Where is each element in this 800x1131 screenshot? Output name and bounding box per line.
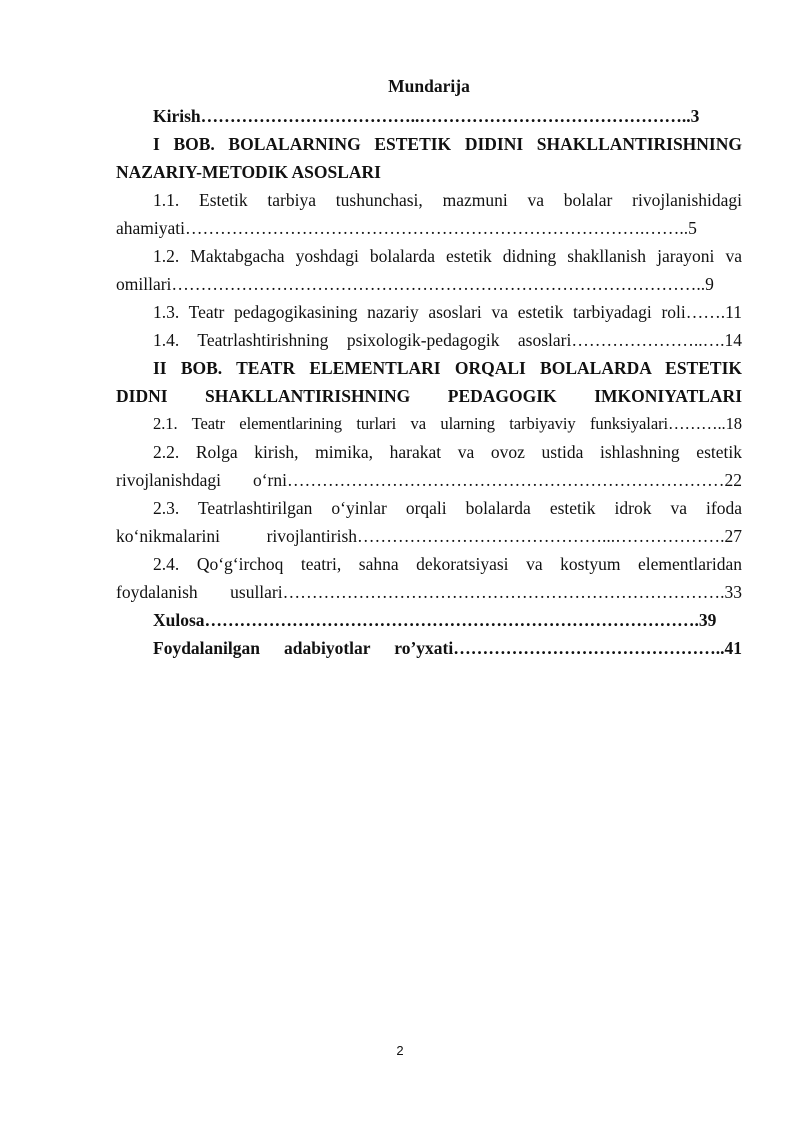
toc-entry-2-2: [116, 438, 742, 494]
toc-entry-2-4: [116, 550, 742, 606]
toc-chapter-1-line1: I BOB. BOLALARNING ESTETIK DIDINI SHAKLLANTIRISHNING: [153, 134, 742, 154]
toc-entry-xulosa: Xulosa………………………………………………………………………….39: [153, 610, 717, 630]
toc-chapter-1: [116, 130, 742, 186]
toc-chapter-2: [116, 354, 742, 410]
toc-entry-1-1-line2: ahamiyati…………………………………………………………………….……..5: [116, 218, 697, 238]
toc-entry-2-2-line2: rivojlanishdagi o‘rni…………………………………………………………………22: [116, 470, 742, 490]
toc-entry-2-3: [116, 494, 742, 550]
toc-chapter-1-line2: NAZARIY-METODIK ASOSLARI: [116, 162, 381, 182]
toc-entry-1-2: [116, 242, 742, 298]
toc-entry-1-1: [116, 186, 742, 242]
page-number: 2: [396, 1043, 404, 1058]
toc-entry-2-1: 2.1. Teatr elementlarining turlari va ularning tarbiyaviy funksiyalari………..18: [153, 414, 742, 433]
toc-entry-kirish: Kirish………………………………..………………………………………..3: [153, 106, 700, 126]
toc-entry-1-4: 1.4. Teatrlashtirishning psixologik-pedagogik asoslari…………………..….14: [153, 330, 742, 350]
toc-entry-2-3-line2: ko‘nikmalarini rivojlantirish……………………………………...……………….27: [116, 526, 742, 546]
toc-entry-2-4-line1: 2.4. Qo‘g‘irchoq teatri, sahna dekoratsiyasi va kostyum elementlaridan: [153, 554, 742, 574]
toc-entry-1-2-line1: 1.2. Maktabgacha yoshdagi bolalarda estetik didning shakllanish jarayoni va: [153, 246, 742, 266]
toc-entry-1-1-line1: 1.1. Estetik tarbiya tushunchasi, mazmuni va bolalar rivojlanishidagi: [153, 190, 742, 210]
toc-chapter-2-line2: DIDNI SHAKLLANTIRISHNING PEDAGOGIK IMKONIYATLARI: [116, 386, 742, 406]
toc-entry-1-3: 1.3. Teatr pedagogikasining nazariy asoslari va estetik tarbiyadagi roli…….11: [153, 302, 742, 322]
toc-title: Mundarija: [388, 76, 470, 96]
toc-entry-1-2-line2: omillari………………………………………………………………………………..9: [116, 274, 714, 294]
toc-entry-2-4-line2: foydalanish usullari………………………………………………………………….33: [116, 582, 742, 602]
toc-entry-adabiyotlar: Foydalanilgan adabiyotlar ro’yxati………………………………………..41: [153, 638, 742, 658]
toc-chapter-2-line1: II BOB. TEATR ELEMENTLARI ORQALI BOLALARDA ESTETIK: [153, 358, 742, 378]
toc-entry-2-2-line1: 2.2. Rolga kirish, mimika, harakat va ovoz ustida ishlashning estetik: [153, 442, 742, 462]
toc-entry-2-3-line1: 2.3. Teatrlashtirilgan o‘yinlar orqali bolalarda estetik idrok va ifoda: [153, 498, 742, 518]
table-of-contents: [116, 72, 742, 662]
